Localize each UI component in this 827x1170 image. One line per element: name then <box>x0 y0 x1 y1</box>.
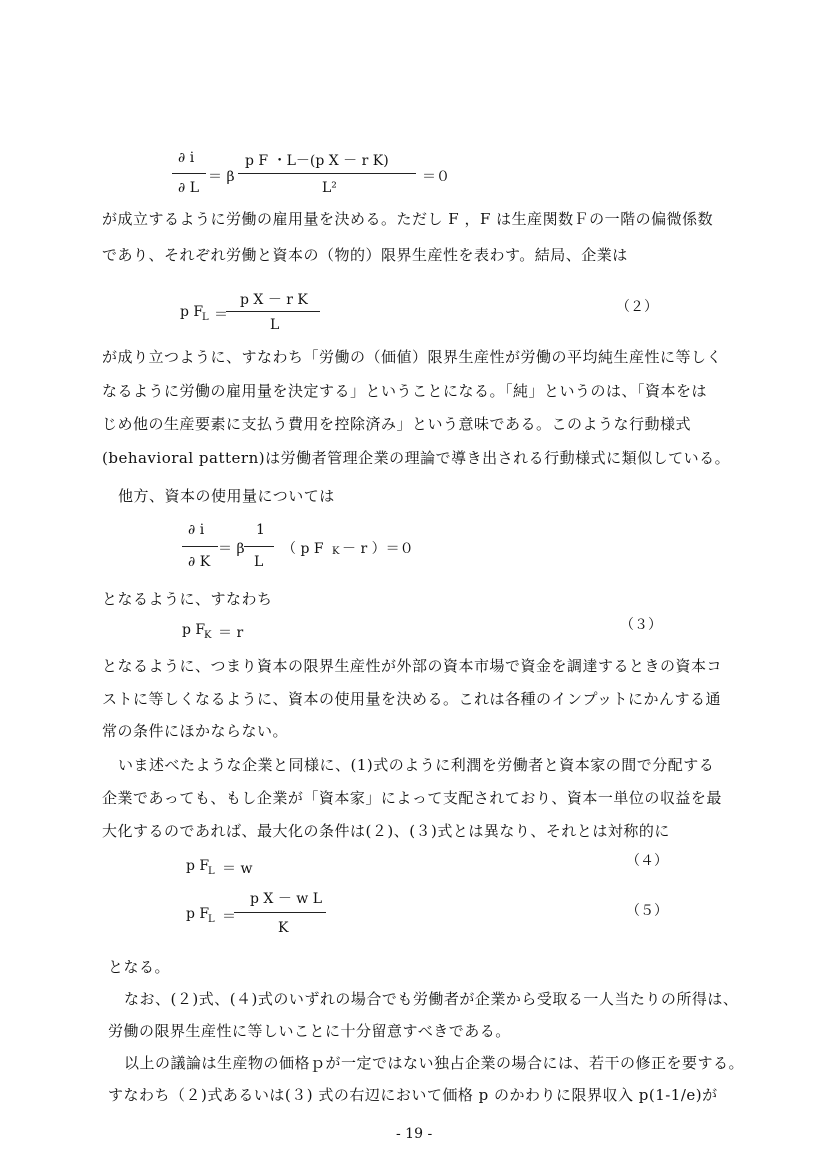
eq4-lhs: p F <box>186 858 210 874</box>
p2-line3: じめ他の生産要素に支払う費用を控除済み」という意味である。このような行動様式 <box>102 415 692 433</box>
eq2-number: （２） <box>616 299 658 315</box>
eq1-denominator: L² <box>322 180 337 196</box>
eqk-numerator: 1 <box>256 522 265 538</box>
eq5-lhs-subscript: L <box>208 914 215 925</box>
eq4-number: （４） <box>626 853 668 869</box>
eq3-rhs: ＝ r <box>218 625 244 641</box>
eq2-lhs-subscript: L <box>202 312 209 323</box>
eq1-den-left: ∂ L <box>178 180 199 196</box>
eq2-fraction-bar <box>226 311 320 312</box>
eqk-num-left: ∂ i <box>188 522 205 538</box>
eqk-rhs: （ p F <box>282 541 324 557</box>
p6-line2: 企業であっても、もし企業が「資本家」によって支配されており、資本一単位の収益を最 <box>102 789 722 807</box>
p4-line1: となるように、すなわち <box>102 590 273 608</box>
eqk-fraction-bar <box>244 546 274 547</box>
p2-line1: が成り立つように、すなわち「労働の（価値）限界生産性が労働の平均純生産性に等しく <box>102 348 723 366</box>
p5-line3: 常の条件にほかならない。 <box>102 722 289 740</box>
p8-line1: なお、(２)式、(４)式のいずれの場合でも労働者が企業から受取る一人当たりの所得は、 <box>124 990 739 1008</box>
eq3-number: （３） <box>620 617 662 633</box>
eqk-rhs-subscript: K <box>332 546 340 557</box>
p3-line1: 他方、資本の使用量については <box>118 487 335 505</box>
eqk-rhs2: － r ）＝０ <box>342 541 414 557</box>
p2-line2: なるように労働の雇用量を決定する」ということになる。「純」というのは、「資本をは <box>102 382 708 400</box>
eq1-left-fraction-bar <box>172 173 206 174</box>
eq5-number: （５） <box>626 903 668 919</box>
eq5-eq: ＝ <box>222 909 236 925</box>
p1-line1: が成立するように労働の雇用量を決める。ただし F ，F は生産関数Ｆの一階の偏微係数 <box>102 210 714 228</box>
p6-line1: いま述べたような企業と同様に、(1)式のように利潤を労働者と資本家の間で分配する <box>118 756 715 774</box>
p9-line2: すなわち（２)式あるいは(３) 式の右辺において価格 p のかわりに限界収入 p(1-1/e)が <box>108 1086 718 1104</box>
eqk-den-left: ∂ K <box>188 554 211 570</box>
p5-line2: ストに等しくなるように、資本の使用量を決める。これは各種のインプットにかんする通 <box>102 690 721 708</box>
eq5-numerator: p X － w L <box>250 891 323 907</box>
eq1-eq-beta: ＝ β <box>208 169 235 185</box>
p8-line2: 労働の限界生産性に等しいことに十分留意すべきである。 <box>108 1022 511 1040</box>
eq3-lhs: p F <box>182 622 206 638</box>
eq5-lhs: p F <box>186 906 210 922</box>
eq2-lhs: p F <box>180 304 204 320</box>
p5-line1: となるように、つまり資本の限界生産性が外部の資本市場で資金を調達するときの資本コ <box>102 657 723 675</box>
p9-line1: 以上の議論は生産物の価格ｐが一定ではない独占企業の場合には、若干の修正を要する。 <box>124 1054 745 1072</box>
eq2-denominator: L <box>270 317 280 333</box>
eq5-denominator: K <box>278 920 289 936</box>
eqk-left-fraction-bar <box>182 546 218 547</box>
p6-line3: 大化するのであれば、最大化の条件は(２)、(３)式とは異なり、それとは対称的に <box>102 822 670 840</box>
eq1-numerator: p F ・L－(p X － r K) <box>245 153 389 169</box>
eq5-fraction-bar <box>234 912 326 913</box>
eqk-eq-beta: ＝ β <box>218 541 245 557</box>
eq4-rhs: ＝ w <box>222 861 253 877</box>
page-number: - 19 - <box>396 1126 433 1142</box>
eq2-numerator: p X － r K <box>240 292 308 308</box>
eq1-fraction-bar <box>238 173 416 174</box>
eq1-num-left: ∂ i <box>178 150 195 166</box>
eq2-eq: ＝ <box>214 307 228 323</box>
p1-line2: であり、それぞれ労働と資本の（物的）限界生産性を表わす。結局、企業は <box>102 246 628 264</box>
eq3-lhs-subscript: K <box>204 630 212 641</box>
p2-line4: (behavioral pattern)は労働者管理企業の理論で導き出される行動様式に類似している。 <box>102 449 731 467</box>
eq4-lhs-subscript: L <box>208 866 215 877</box>
p7-line1: となる。 <box>108 958 171 976</box>
eq1-rhs: ＝０ <box>422 169 450 185</box>
eqk-denominator: L <box>254 554 264 570</box>
